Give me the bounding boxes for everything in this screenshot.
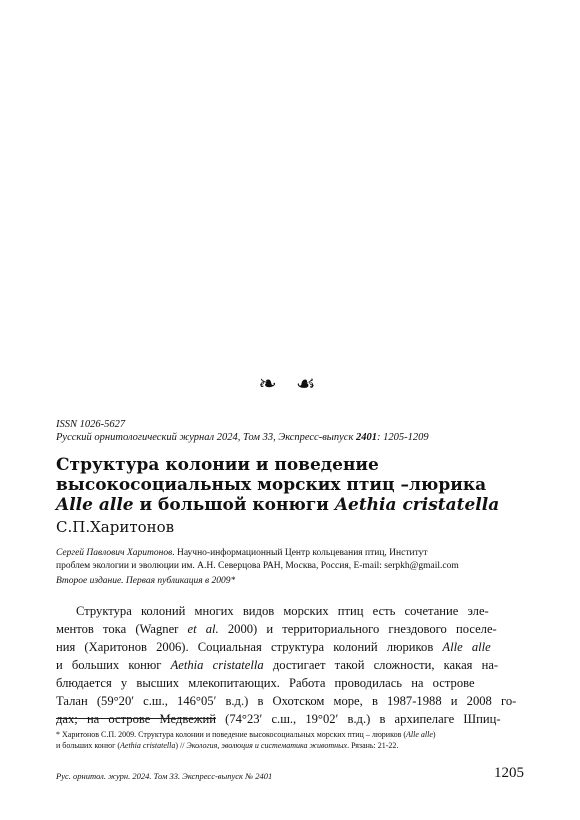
issn: ISSN 1026-5627 (56, 419, 126, 430)
footnote-divider (56, 718, 216, 719)
body-line: блюдается у высших млекопитающих. Работа проводилась на острове (56, 676, 475, 690)
issue-number: 2401 (356, 432, 377, 443)
footnote: * Харитонов С.П. 2009. Структура колонии и поведение высокосоциальных морских птиц – люриков (Alle alle) и больших конюг (Aethia cristatella) // Экология, эволюция и систематика животных. Рязань: 21-22. (56, 730, 436, 750)
edition-note: Второе издание. Первая публикация в 2009* (56, 576, 236, 586)
ornament-divider (0, 372, 580, 397)
journal-line: Русский орнитологический журнал 2024, Том 33, Экспресс-выпуск 2401: 1205-1209 (56, 432, 429, 443)
body-line: ния (Харитонов 2006). Социальная структура колоний люриков Alle alle (56, 640, 491, 654)
article-title: Структура колонии и поведение высокосоциальных морских птиц –люрика Alle alle и большой конюги Aethia cristatella (56, 455, 500, 515)
page-number: 1205 (494, 765, 524, 781)
fleuron-left-icon: ❧ (258, 372, 283, 397)
author-affiliation: Сергей Павлович Харитонов. Научно-информационный Центр кольцевания птиц, Институт проблем экологии и эволюции им. А.Н. Северцова РАН, Москва, Россия, E-mail: serpkh@gmail.com (56, 548, 459, 571)
body-line: Талан (59°20′ с.ш., 146°05′ в.д.) в Охотском море, в 1987-1988 и 2008 го- (56, 694, 517, 708)
author-name: С.П.Харитонов (56, 518, 175, 536)
body-line: ментов тока (Wagner et al. 2000) и территориального гнездового поселе- (56, 622, 497, 636)
running-footer: Рус. орнитол. журн. 2024. Том 33. Экспресс-выпуск № 2401 (56, 771, 273, 781)
body-line: Структура колоний многих видов морских птиц есть сочетание эле- (76, 604, 489, 618)
body-line: и больших конюг Aethia cristatella достигает такой сложности, какая на- (56, 658, 499, 672)
journal-header (56, 418, 429, 444)
fleuron-right-icon: ☙ (295, 372, 322, 397)
body-line: дах; на острове Медвежий (74°23′ с.ш., 19°02′ в.д.) в архипелаге Шпиц- (56, 712, 501, 726)
article-body (56, 602, 528, 728)
